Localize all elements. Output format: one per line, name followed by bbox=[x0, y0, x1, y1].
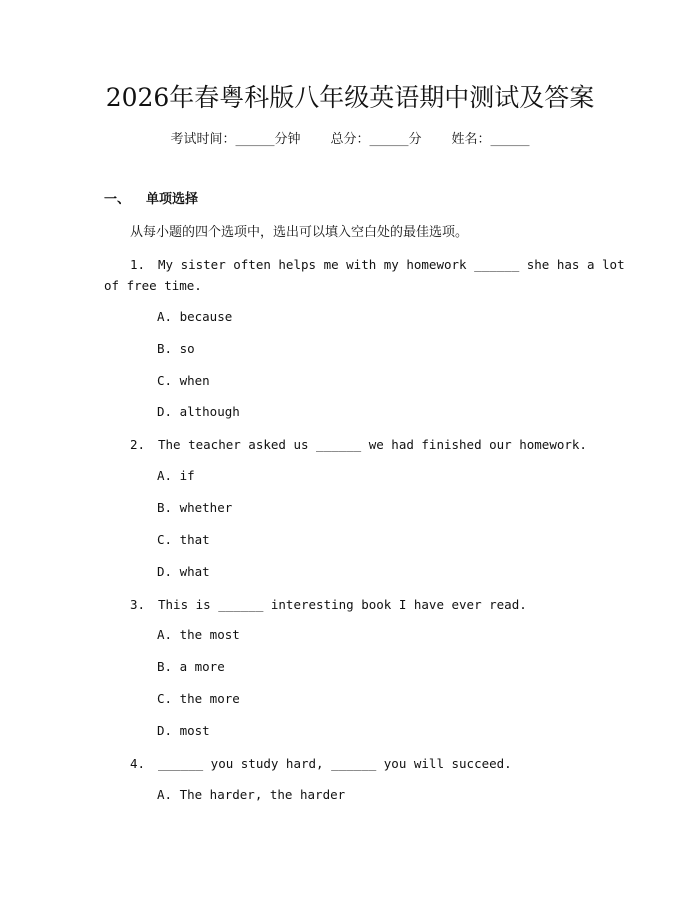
section-title: 单项选择 bbox=[146, 192, 199, 207]
option-1a: A. because bbox=[157, 309, 233, 324]
question-number: 4. bbox=[130, 756, 146, 771]
name-label: 姓名： bbox=[451, 132, 491, 147]
time-unit: 分钟 bbox=[274, 132, 301, 147]
time-blank: ______ bbox=[235, 132, 275, 147]
question-1 bbox=[130, 254, 625, 275]
name-blank: ______ bbox=[490, 132, 530, 147]
time-label: 考试时间： bbox=[170, 132, 236, 147]
section-heading bbox=[104, 190, 198, 210]
option-2a: A. if bbox=[157, 468, 195, 483]
option-2d: D. what bbox=[157, 564, 210, 579]
question-number: 3. bbox=[130, 597, 146, 612]
option-3c: C. the more bbox=[157, 691, 240, 706]
option-4a: A. The harder, the harder bbox=[157, 787, 346, 802]
exam-meta bbox=[0, 130, 700, 150]
question-number: 2. bbox=[130, 437, 146, 452]
question-3 bbox=[130, 594, 527, 615]
document-title: 2026年春粤科版八年级英语期中测试及答案 bbox=[105, 83, 595, 112]
question-text: This is ______ interesting book I have ever read. bbox=[158, 597, 527, 612]
option-2b: B. whether bbox=[157, 500, 233, 515]
score-unit: 分 bbox=[408, 132, 422, 147]
option-1d: D. although bbox=[157, 404, 240, 419]
section-number: 一、 bbox=[104, 192, 131, 207]
question-4 bbox=[130, 753, 512, 774]
option-3a: A. the most bbox=[157, 627, 240, 642]
option-3d: D. most bbox=[157, 723, 210, 738]
question-1-continuation: of free time. bbox=[104, 278, 202, 293]
option-1c: C. when bbox=[157, 373, 210, 388]
question-text: The teacher asked us ______ we had finished our homework. bbox=[158, 437, 587, 452]
question-number: 1. bbox=[130, 257, 146, 272]
question-text: ______ you study hard, ______ you will succeed. bbox=[158, 756, 512, 771]
score-label: 总分： bbox=[330, 132, 370, 147]
option-3b: B. a more bbox=[157, 659, 225, 674]
score-blank: ______ bbox=[369, 132, 409, 147]
question-2 bbox=[130, 434, 587, 455]
section-instruction: 从每小题的四个选项中，选出可以填入空白处的最佳选项。 bbox=[130, 225, 469, 240]
option-2c: C. that bbox=[157, 532, 210, 547]
question-text: My sister often helps me with my homework ______ she has a lot bbox=[158, 257, 625, 272]
option-1b: B. so bbox=[157, 341, 195, 356]
